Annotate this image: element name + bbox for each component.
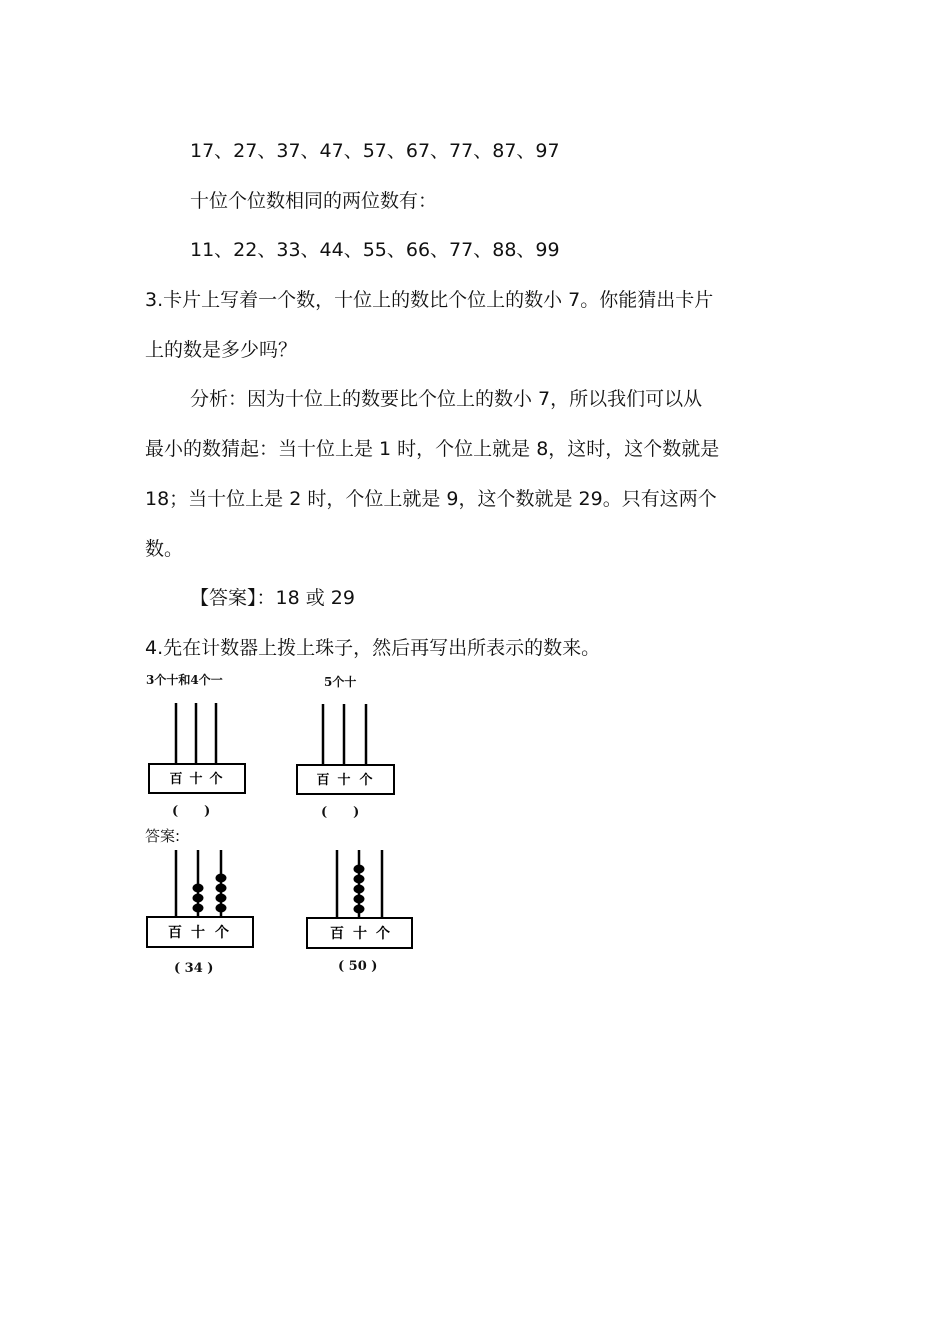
- place-label-tens: 十: [191, 925, 205, 941]
- analysis-text: 分析：因为十位上的数要比个位上的数小 7，所以我们可以从: [190, 388, 703, 410]
- abacus-bead-tens: [193, 904, 204, 913]
- place-label-hundreds: 百: [168, 925, 182, 941]
- text-line: 上的数是多少吗？: [145, 339, 298, 361]
- place-label-ones: 个: [209, 772, 223, 787]
- abacus-bead-tens: [193, 894, 204, 903]
- abacus-question-2: [297, 704, 394, 794]
- place-label-hundreds: 百: [169, 772, 183, 787]
- place-label-hundreds: 百: [316, 773, 330, 788]
- text-line: 数。: [145, 538, 184, 560]
- place-label-ones: 个: [215, 925, 229, 941]
- abacus-bead-ones: [216, 884, 227, 893]
- text-line: 最小的数猜起：当十位上是 1 时，个位上就是 8，这时，这个数就是: [145, 438, 720, 460]
- place-label-hundreds: 百: [330, 926, 344, 942]
- abacus-bead-ones: [216, 874, 227, 883]
- abacus-2-prompt: 5个十: [324, 675, 357, 689]
- abacus-answer-1: [147, 850, 253, 947]
- place-label-ones: 个: [376, 926, 390, 942]
- question-4-text: 4.先在计数器上拨上珠子，然后再写出所表示的数来。: [145, 637, 601, 659]
- place-label-tens: 十: [337, 773, 351, 788]
- place-label-tens: 十: [353, 926, 367, 942]
- place-label-ones: 个: [359, 773, 373, 788]
- abacus-bead-tens: [354, 895, 365, 904]
- place-label-tens: 十: [189, 772, 203, 787]
- question-3-text: 3.卡片上写着一个数，十位上的数比个位上的数小 7。你能猜出卡片: [145, 289, 714, 311]
- abacus-bead-tens: [354, 905, 365, 914]
- abacus-bead-tens: [354, 875, 365, 884]
- text-line: 18；当十位上是 2 时，个位上就是 9，这个数就是 29。只有这两个: [145, 488, 717, 510]
- answer-value-2: ( 50 ): [338, 959, 378, 974]
- abacus-bead-tens: [193, 884, 204, 893]
- abacus-bead-tens: [354, 885, 365, 894]
- answer-blank-2: ( ): [321, 805, 360, 820]
- abacus-bead-tens: [354, 865, 365, 874]
- text-line: 十位个位数相同的两位数有：: [190, 190, 438, 212]
- answer-value-1: ( 34 ): [174, 961, 214, 976]
- abacus-1-prompt: 3个十和4个一: [146, 673, 223, 687]
- text-line: 11、22、33、44、55、66、77、88、99: [190, 239, 560, 261]
- answer-text: 【答案】：18 或 29: [190, 587, 355, 609]
- text-line: 17、27、37、47、57、67、77、87、97: [190, 140, 560, 162]
- abacus-bead-ones: [216, 894, 227, 903]
- answer-label: 答案:: [145, 827, 181, 845]
- abacus-question-1: [149, 703, 245, 793]
- abacus-bead-ones: [216, 904, 227, 913]
- answer-blank-1: ( ): [172, 804, 211, 819]
- abacus-answer-2: [307, 850, 412, 948]
